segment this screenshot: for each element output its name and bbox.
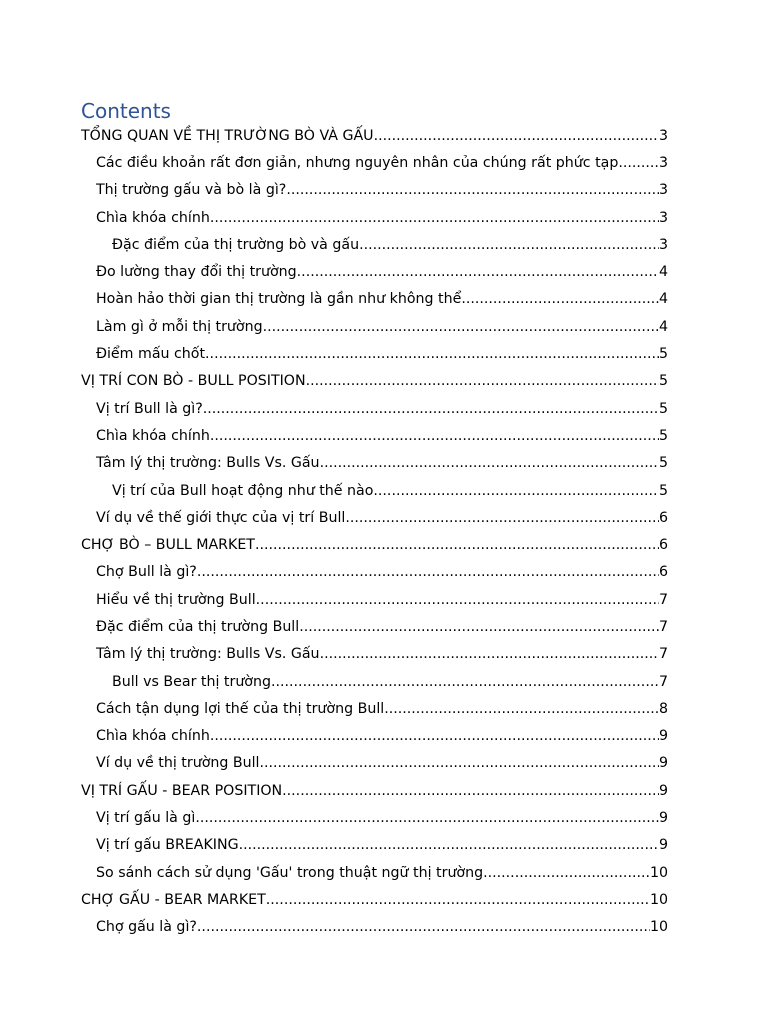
toc-entry-title: Làm gì ở mỗi thị trường [96,318,263,335]
toc-entry[interactable] [0,804,768,831]
toc-entry-title: VỊ TRÍ GẤU - BEAR POSITION [81,782,283,799]
dot-leader [271,673,659,691]
dot-leader [256,591,659,609]
toc-entry-page-number: 5 [658,346,668,363]
dot-leader [210,209,659,227]
toc-entry-title: Vị trí Bull là gì? [96,400,203,417]
toc-entry[interactable] [0,477,768,504]
dot-leader [210,427,659,445]
toc-entry-title: Ví dụ về thị trường Bull [96,755,260,772]
toc-entry-title: Hiểu về thị trường Bull [96,591,256,608]
toc-entry-title: Vị trí gấu là gì [96,810,196,827]
toc-entry[interactable] [0,340,768,367]
dot-leader [306,372,659,390]
dot-leader [197,563,659,581]
toc-entry[interactable] [0,586,768,613]
dot-leader [260,754,659,772]
dot-leader [320,454,659,472]
toc-entry[interactable] [0,504,768,531]
toc-entry-page-number: 6 [658,537,668,554]
toc-entry-title: Cách tận dụng lợi thế của thị trường Bull [96,700,385,717]
toc-entry-title: Tâm lý thị trường: Bulls Vs. Gấu [96,646,320,663]
dot-leader [384,700,659,718]
toc-entry-title: CHỢ BÒ – BULL MARKET [81,537,255,554]
toc-entry-page-number: 5 [658,400,668,417]
dot-leader [374,127,659,145]
toc-entry-title: So sánh cách sử dụng 'Gấu' trong thuật ngữ thị trường [96,864,484,881]
dot-leader [197,918,650,936]
toc-entry-page-number: 4 [658,264,668,281]
toc-entry-title: Vị trí gấu BREAKING [96,837,239,854]
toc-entry-page-number: 5 [658,482,668,499]
toc-entry-page-number: 3 [658,236,668,253]
toc-entry-page-number: 5 [658,373,668,390]
dot-leader [373,482,659,500]
dot-leader [466,290,659,308]
dot-leader [266,891,650,909]
dot-leader [286,181,659,199]
dot-leader [618,154,659,172]
toc-entry-page-number: 7 [658,591,668,608]
toc-entry[interactable] [0,832,768,859]
toc-entry-title: VỊ TRÍ CON BÒ - BULL POSITION [81,373,306,390]
toc-entry-title: Chìa khóa chính [96,427,210,444]
toc-entry[interactable] [0,368,768,395]
dot-leader [359,236,659,254]
toc-entry-page-number: 3 [658,182,668,199]
dot-leader [483,864,650,882]
toc-entry-page-number: 5 [658,455,668,472]
toc-entry-page-number: 3 [658,209,668,226]
toc-entry[interactable] [0,122,768,149]
toc-entry-title: Thị trường gấu và bò là gì? [96,182,287,199]
dot-leader [210,727,659,745]
toc-entry-title: Bull vs Bear thị trường [112,673,271,690]
toc-entry-page-number: 10 [649,864,668,881]
dot-leader [239,836,659,854]
toc-entry-page-number: 9 [658,837,668,854]
toc-entry[interactable] [0,914,768,941]
toc-entry[interactable] [0,613,768,640]
toc-entry-page-number: 7 [658,618,668,635]
toc-entry-title: Chợ gấu là gì? [96,919,197,936]
toc-entry-title: Đặc điểm của thị trường bò và gấu [112,236,360,253]
toc-entry[interactable] [0,395,768,422]
dot-leader [299,618,659,636]
toc-heading: Contents [81,99,171,123]
toc-entry-title: Chìa khóa chính [96,728,210,745]
toc-entry-title: Đo lường thay đổi thị trường [96,264,297,281]
toc-entry-page-number: 9 [658,755,668,772]
toc-entry-title: Đặc điểm của thị trường Bull [96,618,300,635]
toc-entry-page-number: 10 [649,919,668,936]
toc-entry-title: Chìa khóa chính [96,209,210,226]
toc-entry-title: CHỢ GẤU - BEAR MARKET [81,891,266,908]
dot-leader [297,263,659,281]
toc-entry[interactable] [0,695,768,722]
dot-leader [345,509,659,527]
toc-entry-title: Chợ Bull là gì? [96,564,197,581]
dot-leader [255,536,659,554]
dot-leader [263,318,659,336]
toc-entry-page-number: 3 [658,127,668,144]
toc-entry[interactable] [0,723,768,750]
toc-entry[interactable] [0,886,768,913]
toc-entry-title: Vị trí của Bull hoạt động như thế nào [112,482,374,499]
toc-entry-page-number: 9 [658,810,668,827]
toc-entry[interactable] [0,559,768,586]
toc-entry[interactable] [0,859,768,886]
table-of-contents [0,122,768,941]
dot-leader [205,345,659,363]
toc-entry-page-number: 9 [658,728,668,745]
toc-entry-title: Tâm lý thị trường: Bulls Vs. Gấu [96,455,320,472]
toc-entry-title: Các điều khoản rất đơn giản, nhưng nguyên nhân của chúng rất phức tạp [96,154,619,171]
toc-entry-title: TỔNG QUAN VỀ THỊ TRƯỜNG BÒ VÀ GẤU [81,127,374,144]
toc-entry[interactable] [0,231,768,258]
toc-entry-page-number: 7 [658,673,668,690]
toc-entry-page-number: 3 [658,154,668,171]
dot-leader [203,400,659,418]
dot-leader [282,782,659,800]
toc-entry[interactable] [0,450,768,477]
toc-entry[interactable] [0,750,768,777]
toc-entry-page-number: 9 [658,782,668,799]
toc-entry-title: Ví dụ về thế giới thực của vị trí Bull [96,509,346,526]
toc-entry[interactable] [0,531,768,558]
toc-entry[interactable] [0,177,768,204]
toc-entry-page-number: 10 [649,891,668,908]
toc-entry[interactable] [0,641,768,668]
toc-entry-page-number: 6 [658,509,668,526]
toc-entry-page-number: 4 [658,291,668,308]
toc-entry-title: Điểm mấu chốt [96,346,206,363]
toc-entry[interactable] [0,204,768,231]
toc-entry-page-number: 4 [658,318,668,335]
toc-entry-page-number: 5 [658,427,668,444]
toc-entry-page-number: 7 [658,646,668,663]
toc-entry[interactable] [0,286,768,313]
toc-entry-page-number: 8 [658,700,668,717]
dot-leader [320,645,659,663]
toc-entry[interactable] [0,668,768,695]
toc-entry[interactable] [0,422,768,449]
toc-entry[interactable] [0,777,768,804]
toc-entry-title: Hoàn hảo thời gian thị trường là gần như không thể. [96,291,466,308]
dot-leader [195,809,659,827]
toc-entry[interactable] [0,149,768,176]
toc-entry[interactable] [0,258,768,285]
toc-entry-page-number: 6 [658,564,668,581]
toc-entry[interactable] [0,313,768,340]
